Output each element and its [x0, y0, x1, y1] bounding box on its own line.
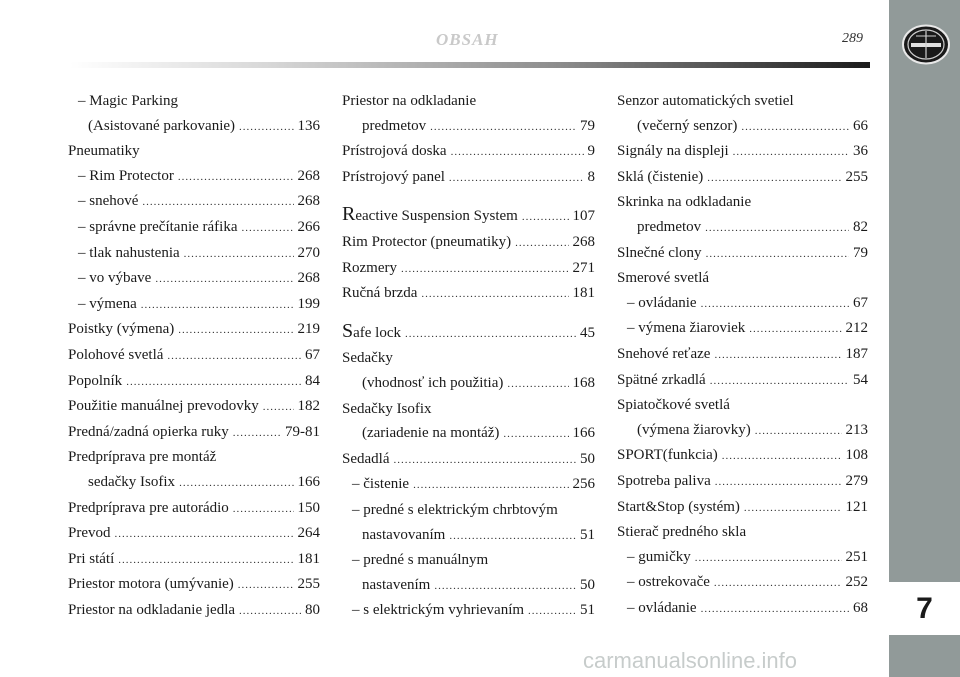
index-column-1 [68, 89, 320, 623]
entry-title: Start&Stop (systém) [617, 498, 740, 515]
index-entry [342, 523, 595, 549]
entry-title: – tlak nahustenia [78, 244, 180, 261]
entry-title: Senzor automatických svetiel [617, 93, 794, 109]
entry-page: 266 [297, 218, 320, 235]
index-entry [617, 215, 868, 241]
entry-title: Rim Protector (pneumatiky) [342, 233, 512, 250]
dot-leader [233, 421, 281, 446]
index-entry [342, 230, 595, 256]
index-entry [617, 570, 868, 596]
entry-title: Pneumatiky [68, 143, 140, 160]
entry-page: 68 [853, 599, 868, 616]
index-entry [617, 165, 868, 191]
entry-title: sedačky Isofix [88, 473, 176, 490]
entry-page: 51 [580, 526, 595, 543]
entry-page: 54 [853, 371, 868, 388]
dot-leader [401, 257, 569, 282]
entry-page: 80 [305, 601, 320, 618]
entry-page: 108 [845, 447, 868, 464]
entry-title: Slnečné clony [617, 244, 702, 261]
entry-title: Spiatočkové svetlá [617, 397, 730, 414]
dot-leader [507, 372, 568, 397]
entry-title: – ovládanie [627, 294, 697, 311]
entry-page: 182 [297, 398, 320, 415]
dot-leader [405, 322, 576, 347]
entry-title: Prevod [68, 525, 111, 542]
page-number: 289 [842, 31, 863, 46]
dot-leader [449, 166, 584, 191]
index-entry [617, 596, 868, 622]
entry-page: 51 [580, 602, 595, 619]
entry-title: – Rim Protector [78, 167, 174, 184]
entry-page: 213 [845, 421, 868, 438]
entry-page: 268 [572, 233, 595, 250]
entry-title: Predpríprava pre autorádio [68, 499, 229, 516]
entry-title: Ručná brzda [342, 285, 418, 302]
entry-page: 84 [305, 372, 320, 389]
entry-page: 268 [297, 270, 320, 287]
entry-title: – predné s manuálnym [352, 552, 489, 569]
entry-title [342, 319, 401, 346]
index-entry [617, 418, 868, 444]
dot-leader [733, 140, 849, 165]
dot-leader [263, 395, 294, 420]
entry-title: Sedačky [342, 350, 393, 367]
entry-title: predmetov [362, 117, 427, 134]
dot-leader [744, 496, 842, 521]
index-entry [68, 598, 320, 624]
entry-page: 199 [297, 295, 320, 312]
dot-leader [449, 524, 576, 549]
dot-leader [393, 448, 576, 473]
entry-title: nastavovaním [362, 526, 446, 543]
entry-title: Popolník [68, 372, 123, 389]
index-entry [342, 397, 595, 422]
index-entry [342, 472, 595, 498]
entry-title: Predná/zadná opierka ruky [68, 423, 229, 440]
entry-page: 67 [305, 346, 320, 363]
index-entry [342, 256, 595, 282]
dot-leader [714, 571, 842, 596]
entry-page: 79-81 [285, 423, 320, 440]
index-entry [68, 317, 320, 343]
entry-page: 150 [297, 499, 320, 516]
entry-title: – snehové [78, 193, 139, 210]
chapter-side-strip [889, 0, 960, 677]
entry-page: 67 [853, 294, 868, 311]
dot-leader [749, 317, 841, 342]
entry-title: (vhodnosť ich použitia) [362, 374, 504, 391]
entry-title: (výmena žiarovky) [637, 421, 751, 438]
index-entry [68, 114, 320, 140]
index-entry [68, 343, 320, 369]
entry-page: 279 [845, 472, 868, 489]
index-entry [342, 202, 595, 230]
dot-leader [710, 369, 849, 394]
index-entry [342, 573, 595, 599]
entry-title: Sedadlá [342, 450, 390, 467]
entry-title: Sklá (čistenie) [617, 168, 704, 185]
index-entry [617, 495, 868, 521]
index-entry [617, 393, 868, 418]
dot-leader [522, 205, 569, 230]
entry-title: predmetov [637, 218, 702, 235]
index-entry [617, 342, 868, 368]
dot-leader [184, 242, 294, 267]
index-entry [68, 292, 320, 318]
entry-page: 271 [572, 259, 595, 276]
entry-title: Signály na displeji [617, 143, 729, 160]
entry-title: Priestor na odkladanie jedla [68, 601, 236, 618]
dot-leader [434, 574, 576, 599]
entry-page: 136 [297, 117, 320, 134]
index-entry [342, 281, 595, 307]
dot-leader [705, 216, 849, 241]
index-entry [617, 443, 868, 469]
dot-leader [179, 471, 293, 496]
dot-leader [701, 292, 849, 317]
index-column-2 [342, 89, 595, 624]
entry-title: Skrinka na odkladanie [617, 194, 752, 211]
entry-page: 212 [845, 320, 868, 337]
entry-title: – ovládanie [627, 599, 697, 616]
entry-page: 45 [580, 324, 595, 341]
entry-page: 251 [845, 548, 868, 565]
dot-leader [695, 546, 842, 571]
entry-title: Sedačky Isofix [342, 400, 432, 417]
entry-title: Smerové svetlá [617, 270, 710, 287]
dot-leader [714, 343, 841, 368]
index-entry [68, 369, 320, 395]
index-entry [617, 114, 868, 140]
dot-leader [741, 115, 849, 140]
index-entry [617, 368, 868, 394]
entry-title: Polohové svetlá [68, 346, 164, 363]
entry-page: 79 [853, 244, 868, 261]
index-entry [68, 445, 320, 470]
entry-page: 9 [587, 143, 595, 160]
entry-title: – s elektrickým vyhrievaním [352, 602, 525, 619]
entry-title-rest: afe lock [353, 324, 402, 341]
entry-title: – výmena žiaroviek [627, 320, 746, 337]
index-entry [342, 598, 595, 624]
dot-leader [115, 522, 294, 547]
index-entry [68, 496, 320, 522]
entry-title: Použitie manuálnej prevodovky [68, 398, 259, 415]
entry-page: 66 [853, 117, 868, 134]
section-initial: S [342, 319, 354, 342]
dot-leader [715, 470, 842, 495]
entry-title: – výmena [78, 295, 137, 312]
dot-leader [451, 140, 584, 165]
entry-page: 255 [297, 576, 320, 593]
entry-title: Priestor motora (umývanie) [68, 576, 234, 593]
entry-title: Spotreba paliva [617, 472, 711, 489]
entry-title: Spätné zrkadlá [617, 371, 706, 388]
dot-leader [528, 599, 576, 624]
entry-page: 255 [845, 168, 868, 185]
entry-page: 187 [845, 345, 868, 362]
entry-title: (večerný senzor) [637, 117, 738, 134]
entry-page: 166 [297, 473, 320, 490]
entry-page: 270 [297, 244, 320, 261]
index-entry [617, 469, 868, 495]
entry-title-rest: eactive Suspension System [355, 208, 518, 225]
entry-page: 256 [572, 476, 595, 493]
chapter-number: 7 [889, 582, 960, 635]
entry-title: – gumičky [627, 548, 691, 565]
entry-title: Predpríprava pre montáž [68, 449, 217, 466]
entry-title: – Magic Parking [78, 93, 178, 109]
entry-page: 264 [297, 525, 320, 542]
dot-leader [141, 293, 294, 318]
entry-title: (zariadenie na montáž) [362, 425, 500, 442]
index-entry [68, 470, 320, 496]
dot-leader [238, 573, 294, 598]
dot-leader [126, 370, 301, 395]
entry-title: Prístrojová doska [342, 143, 447, 160]
dot-leader [413, 473, 568, 498]
dot-leader [421, 282, 568, 307]
dot-leader [242, 216, 294, 241]
entry-page: 268 [297, 193, 320, 210]
index-entry [617, 139, 868, 165]
entry-page: 79 [580, 117, 595, 134]
entry-page: 8 [587, 168, 595, 185]
dot-leader [155, 267, 293, 292]
entry-page: 268 [297, 167, 320, 184]
entry-page: 166 [572, 425, 595, 442]
entry-title: Poistky (výmena) [68, 321, 175, 338]
entry-title: – správne prečítanie ráfika [78, 218, 238, 235]
dot-leader [239, 599, 301, 624]
index-entry [68, 547, 320, 573]
entry-page: 181 [572, 285, 595, 302]
entry-title: SPORT(funkcia) [617, 447, 718, 464]
entry-page: 50 [580, 576, 595, 593]
entry-page: 168 [572, 374, 595, 391]
dot-leader [239, 115, 293, 140]
index-entry [617, 316, 868, 342]
dot-leader [430, 115, 576, 140]
dot-leader [233, 497, 294, 522]
header-divider [70, 62, 870, 68]
dot-leader [707, 166, 841, 191]
index-entry [342, 319, 595, 347]
index-entry [617, 89, 868, 114]
section-initial: R [342, 203, 356, 226]
dot-leader [503, 422, 568, 447]
index-entry [68, 266, 320, 292]
index-entry [68, 241, 320, 267]
dot-leader [178, 165, 294, 190]
index-entry [68, 420, 320, 446]
entry-title: – vo výbave [78, 270, 152, 287]
entry-page: 252 [845, 574, 868, 591]
entry-title: – predné s elektrickým chrbtovým [352, 501, 558, 518]
index-entry [68, 89, 320, 114]
index-entry [617, 190, 868, 215]
entry-page: 36 [853, 143, 868, 160]
index-entry [68, 215, 320, 241]
entry-page: 121 [845, 498, 868, 515]
dot-leader [755, 419, 842, 444]
index-entry [342, 114, 595, 140]
index-entry [617, 241, 868, 267]
entry-page: 181 [297, 550, 320, 567]
index-entry [617, 545, 868, 571]
index-entry [342, 548, 595, 573]
index-entry [342, 139, 595, 165]
index-entry [342, 371, 595, 397]
dot-leader [706, 242, 849, 267]
index-entry [342, 447, 595, 473]
entry-title: (Asistované parkovanie) [88, 117, 236, 134]
dot-leader [167, 344, 301, 369]
entry-title: nastavením [362, 576, 431, 593]
index-entry [342, 498, 595, 523]
header-title: OBSAH [436, 30, 499, 49]
entry-page: 219 [297, 321, 320, 338]
index-entry [342, 421, 595, 447]
brand-logo-icon [901, 22, 951, 67]
index-entry [342, 89, 595, 114]
index-entry [342, 346, 595, 371]
dot-leader [701, 597, 849, 622]
index-entry [617, 520, 868, 545]
index-entry [68, 572, 320, 598]
index-entry [617, 266, 868, 291]
dot-leader [722, 444, 842, 469]
entry-title: Pri státí [68, 550, 115, 567]
dot-leader [118, 548, 293, 573]
entry-title [342, 202, 518, 229]
entry-title: Prístrojový panel [342, 168, 445, 185]
entry-title: Snehové reťaze [617, 345, 711, 362]
index-entry [68, 189, 320, 215]
entry-title: Rozmery [342, 259, 397, 276]
entry-page: 82 [853, 218, 868, 235]
index-entry [617, 291, 868, 317]
dot-leader [515, 231, 568, 256]
index-entry [68, 394, 320, 420]
index-entry [68, 164, 320, 190]
dot-leader [178, 318, 293, 343]
index-column-3 [617, 89, 868, 621]
index-entry [68, 521, 320, 547]
index-entry [68, 139, 320, 164]
entry-page: 107 [572, 208, 595, 225]
entry-page: 50 [580, 450, 595, 467]
entry-title: Stierač predného skla [617, 524, 747, 541]
entry-title: – ostrekovače [627, 574, 710, 591]
index-entry [342, 165, 595, 191]
entry-title: Priestor na odkladanie [342, 93, 477, 109]
entry-title: – čistenie [352, 476, 410, 493]
dot-leader [142, 190, 293, 215]
watermark: carmanualsonline.info [583, 648, 798, 673]
